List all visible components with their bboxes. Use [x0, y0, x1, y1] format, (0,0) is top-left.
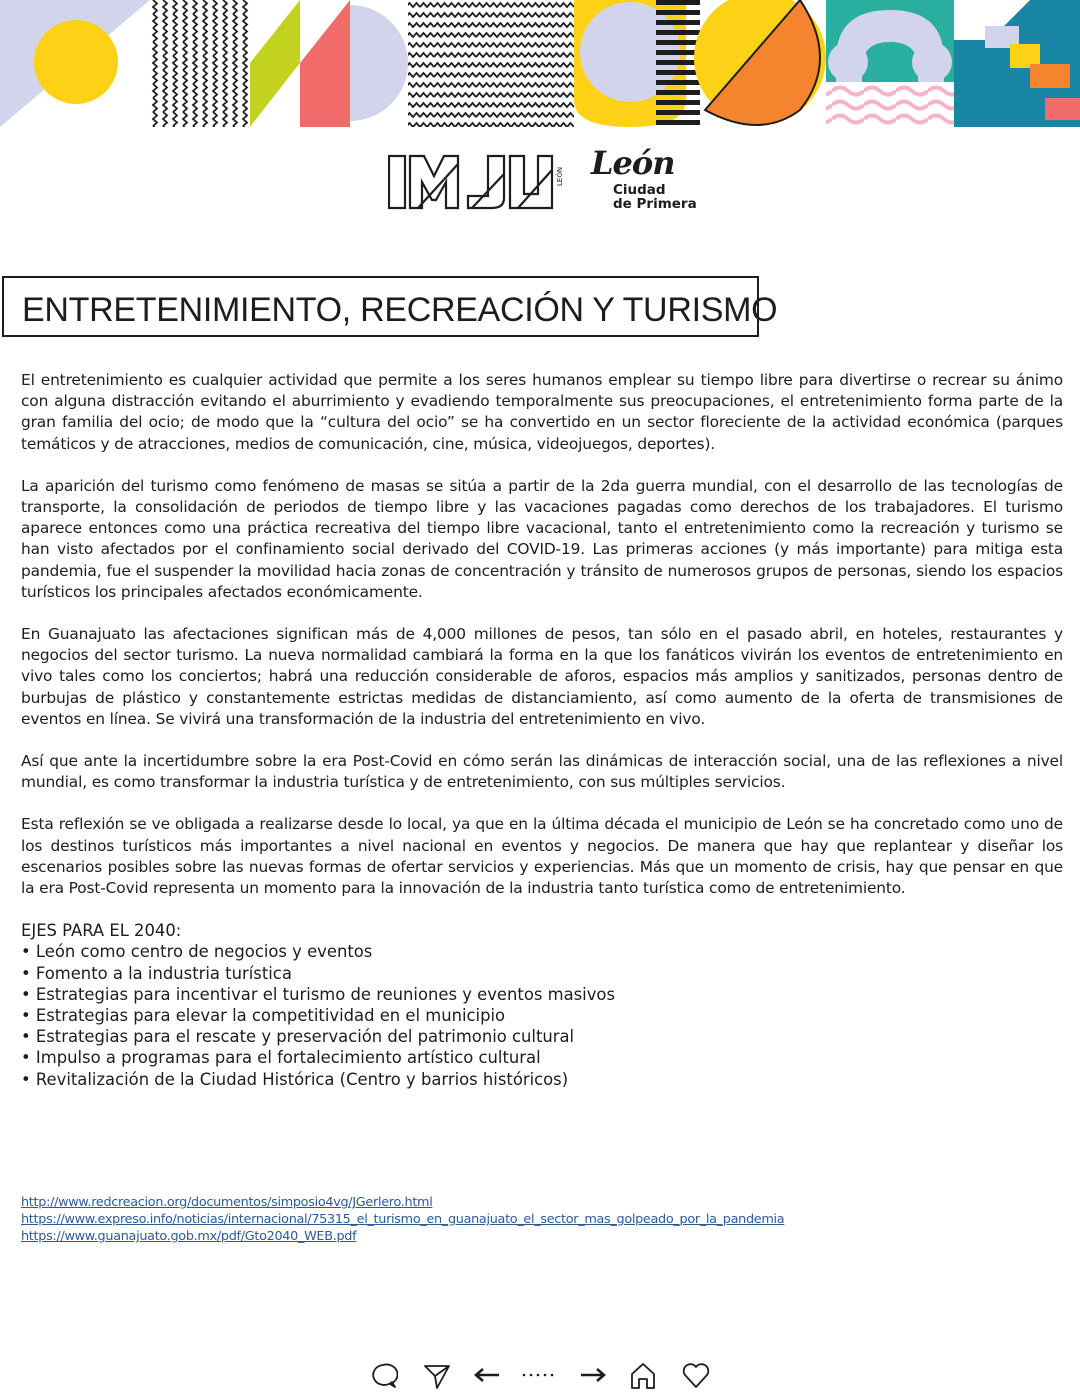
heart-icon[interactable] [681, 1360, 711, 1390]
title-box [2, 276, 778, 337]
imju-side-label: LEÓN [556, 166, 564, 186]
share-icon[interactable] [422, 1360, 452, 1390]
reference-link-2[interactable]: https://www.expreso.info/noticias/internacional/75315_el_turismo_en_guanajuato_el_sector_mas_golpeado_por_la_pandemia [21, 1212, 785, 1227]
list-item: • Impulso a programas para el fortalecimiento artístico cultural [21, 1047, 1063, 1068]
list-item: • Fomento a la industria turística [21, 963, 1063, 984]
bottom-nav [368, 1360, 718, 1394]
list-item: • Revitalización de la Ciudad Histórica (Centro y barrios históricos) [21, 1069, 1063, 1090]
imju-logo [388, 152, 568, 210]
comment-icon[interactable] [368, 1360, 398, 1390]
leon-logo [591, 144, 701, 216]
dots-icon [520, 1360, 560, 1390]
logos-area [388, 144, 698, 216]
paragraph-1: El entretenimiento es cualquier actividad que permite a los seres humanos emplear su tiempo libre para divertirse o recrear su ánimo con alguna distracción evitando el aburrimiento y evadiendo temporalmente sus preocupaciones, el entretenimiento forma parte de la gran familia del ocio; de modo que la “cultura del ocio” se ha convertido en un sector floreciente de la actividad económica (parques temáticos y de atracciones, medios de comunicación, cine, música, videojuegos, deportes). [21, 371, 1063, 453]
axes-section [21, 920, 1063, 1090]
leon-logo-subtitle [613, 183, 697, 211]
axes-list [21, 941, 1063, 1089]
leon-logo-script: León [591, 144, 675, 182]
reference-link-3[interactable]: https://www.guanajuato.gob.mx/pdf/Gto2040_WEB.pdf [21, 1229, 357, 1244]
list-item: • Estrategias para el rescate y preservación del patrimonio cultural [21, 1026, 1063, 1047]
paragraph-2: La aparición del turismo como fenómeno de masas se sitúa a partir de la 2da guerra mundial, con el desarrollo de las tecnologías de transporte, la consolidación de periodos de tiempo libre y las vacaciones pagadas como derechos de los trabajadores. El turismo aparece entonces como una práctica recreativa del tiempo libre vacacional, tanto el entretenimiento como la recreación y turismo se han visto afectados por el confinamiento social derivado del COVID-19. Las primeras acciones (y más importante) para mitiga esta pandemia, fue el suspender la movilidad hacia zonas de concentración y tránsito de numerosos grupos de personas, siendo los espacios turísticos los principales afectados económicamente. [21, 476, 1063, 601]
list-item: • Estrategias para incentivar el turismo de reuniones y eventos masivos [21, 984, 1063, 1005]
axes-heading: EJES PARA EL 2040: [21, 921, 182, 941]
list-item: • Estrategias para elevar la competitividad en el municipio [21, 1005, 1063, 1026]
reference-link-1[interactable]: http://www.redcreacion.org/documentos/simposio4vg/JGerlero.html [21, 1195, 433, 1210]
arrow-left-icon[interactable] [472, 1360, 502, 1390]
paragraph-3: En Guanajuato las afectaciones significan más de 4,000 millones de pesos, tan sólo en el pasado abril, en hoteles, restaurantes y negocios del sector turismo. La nueva normalidad cambiará la forma en la que los fanáticos vivirán los eventos de entretenimiento en vivo tales como los conciertos; habrá una reducción considerable de aforos, espacios más amplios y sanitizados, personas dentro de burbujas de plástico y constantemente estrictas medidas de distanciamiento, así como aumento de la oferta de transmisiones de eventos en línea. Se vivirá una transformación de la industria del entretenimiento en vivo. [21, 625, 1063, 728]
list-item: • León como centro de negocios y eventos [21, 941, 1063, 962]
leon-logo-line1: Ciudad [613, 182, 666, 198]
arrow-right-icon[interactable] [578, 1360, 608, 1390]
paragraph-4: Así que ante la incertidumbre sobre la era Post-Covid en cómo serán las dinámicas de interacción social, una de las reflexiones a nivel mundial, es como transformar la industria turística y de entretenimiento, con sus múltiples servicios. [21, 752, 1063, 792]
paragraph-5: Esta reflexión se ve obligada a realizarse desde lo local, ya que en la última década el municipio de León se ha concretado como uno de los destinos turísticos más importantes a nivel nacional en eventos y negocios. De manera que hay que replantear y diseñar los escenarios posibles sobre las nuevas formas de ofertar servicios y experiencias. Más que un momento de crisis, hay que pensar en que la era Post-Covid representa un momento para la innovación de la industria tanto turística como de entretenimiento. [21, 815, 1063, 898]
page-title: ENTRETENIMIENTO, RECREACIÓN Y TURISMO [22, 291, 778, 329]
decorative-banner [0, 0, 1080, 127]
references [21, 1194, 784, 1245]
leon-logo-line2: de Primera [613, 196, 697, 212]
home-icon[interactable] [628, 1360, 658, 1390]
main-content [21, 370, 1063, 1090]
